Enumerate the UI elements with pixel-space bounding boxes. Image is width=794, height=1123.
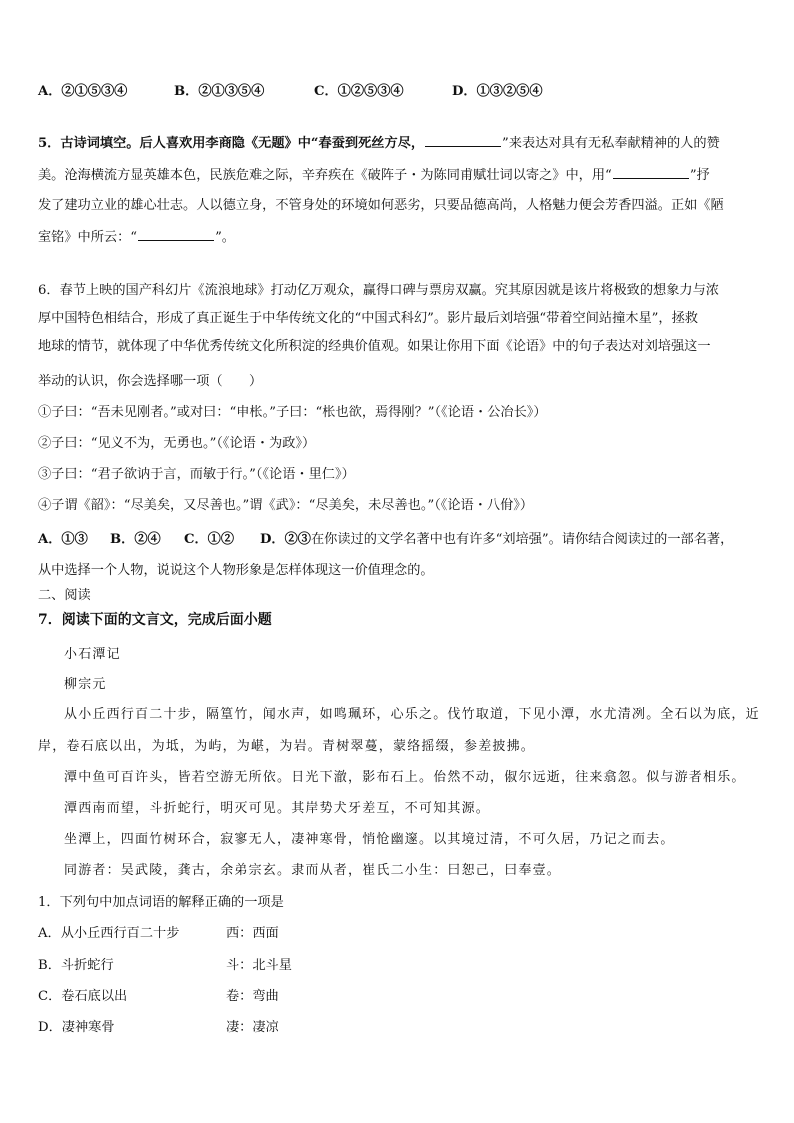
q6-item-2: ②子曰：“见义不为，无勇也。”（《论语・为政》） (38, 436, 316, 451)
q4-option-d[interactable]: D．①③②⑤④ (452, 84, 543, 99)
sub1-option-c[interactable] (38, 988, 758, 1006)
option-label: C．卷石底以出 (38, 989, 128, 1004)
q6-option-c[interactable]: C．①② (184, 532, 235, 547)
passage-paragraph-3: 潭西南而望，斗折蛇行，明灭可见。其岸势犬牙差互，不可知其源。 (64, 801, 491, 816)
q4-options (38, 83, 758, 101)
q6-line-2: 厚中国特色相结合，形成了真正诞生于中华传统文化的“中国式科幻”。影片最后刘培强“带着空间站撞木星”，拯救 (38, 311, 698, 326)
q6-options (38, 531, 758, 549)
passage-paragraph-1: 从小丘西行百二十步，隔篁竹，闻水声，如鸣珮环，心乐之。伐竹取道，下见小潭，水尤清冽。全石以为底，近 (64, 707, 760, 722)
option-explain: 卷：弯曲 (226, 989, 279, 1004)
option-explain: 西：西面 (226, 926, 279, 941)
q5-text: 室铭》中所云：“ (38, 230, 138, 245)
q5-text: 5．古诗词填空。后人喜欢用李商隐《无题》中“春蚕到死丝方尽， (38, 136, 425, 151)
sub-question-1: 1．下列句中加点词语的解释正确的一项是 (38, 895, 284, 910)
q6-item-3: ③子曰：“君子欲讷于言，而敏于行。”（《论语・里仁》） (38, 467, 355, 482)
q6-item-1: ①子曰：“吾未见刚者。”或对曰：“申枨。”子曰：“枨也欲，焉得刚？”（《论语・公冶长》） (38, 405, 547, 420)
q5-blank-3[interactable] (138, 228, 214, 241)
sub1-option-d[interactable] (38, 1019, 758, 1037)
q5-line-2 (38, 166, 758, 185)
q4-option-a[interactable]: A．②①⑤③④ (38, 84, 128, 99)
q6-line-1: 6．春节上映的国产科幻片《流浪地球》打动亿万观众，赢得口碑与票房双赢。究其原因就是该片将极致的想象力与浓 (38, 283, 719, 298)
passage-paragraph-4: 坐潭上，四面竹树环合，寂寥无人，凄神寒骨，悄怆幽邃。以其境过清，不可久居，乃记之而去。 (64, 832, 675, 847)
option-label: B．斗折蛇行 (38, 958, 114, 973)
option-explain: 斗：北斗星 (226, 958, 292, 973)
q6-followup-line-2: 从中选择一个人物，说说这个人物形象是怎样体现这一价值理念的。 (38, 563, 434, 578)
passage-paragraph-2: 潭中鱼可百许头，皆若空游无所依。日光下澈，影布石上。佁然不动，俶尔远逝，往来翕忽。似与游者相乐。 (64, 770, 746, 785)
option-explain: 凄：凄凉 (226, 1020, 279, 1035)
q6-followup-question: 在你读过的文学名著中也有许多“刘培强”。请你结合阅读过的一部名著， (311, 532, 734, 547)
q4-option-c[interactable]: C．①②⑤③④ (314, 84, 404, 99)
q6-option-d[interactable]: D．②③ (260, 532, 311, 547)
q5-line-1 (38, 134, 758, 153)
q5-line-4 (38, 228, 758, 247)
q5-text: ”来表达对具有无私奉献精神的人的赞 (502, 136, 720, 151)
q7-title: 7．阅读下面的文言文，完成后面小题 (38, 612, 272, 628)
q5-blank-1[interactable] (425, 134, 501, 147)
sub1-option-b[interactable] (38, 957, 758, 975)
q5-text: ”。 (215, 230, 235, 245)
q6-line-3: 地球的情节，就体现了中华优秀传统文化所积淀的经典价值观。如果让你用下面《论语》中的句子表达对刘培强这一 (38, 339, 711, 354)
option-label: D．凄神寒骨 (38, 1020, 115, 1035)
sub1-option-a[interactable] (38, 925, 758, 943)
passage-author: 柳宗元 (64, 677, 107, 692)
passage-paragraph-1-cont: 岸，卷石底以出，为坻，为屿，为嵁，为岩。青树翠蔓，蒙络摇缀，参差披拂。 (38, 739, 536, 754)
q5-blank-2[interactable] (613, 166, 689, 179)
passage-paragraph-5: 同游者：吴武陵，龚古，余弟宗玄。隶而从者，崔氏二小生：曰恕己，曰奉壹。 (64, 863, 562, 878)
q6-option-a[interactable]: A．①③ (38, 532, 88, 547)
q6-line-4: 举动的认识，你会选择哪一项（ ） (38, 374, 263, 389)
q5-text: 美。沧海横流方显英雄本色，民族危难之际，辛弃疾在《破阵子・为陈同甫赋壮词以寄之》中，用“ (38, 168, 612, 183)
q6-item-4: ④子谓《韶》：“尽美矣，又尽善也。”谓《武》：“尽美矣，未尽善也。”（《论语・八佾》） (38, 498, 534, 513)
passage-title: 小石潭记 (64, 647, 121, 662)
q6-option-b[interactable]: B．②④ (110, 532, 161, 547)
q4-option-b[interactable]: B．②①③⑤④ (174, 84, 265, 99)
option-label: A．从小丘西行百二十步 (38, 926, 180, 941)
q5-line-3: 发了建功立业的雄心壮志。人以德立身，不管身处的环境如何恶劣，只要品德高尚，人格魅力便会芳香四溢。正如《陋 (38, 198, 724, 213)
section-title: 二、阅读 (38, 588, 91, 603)
q5-text: ”抒 (689, 168, 710, 183)
